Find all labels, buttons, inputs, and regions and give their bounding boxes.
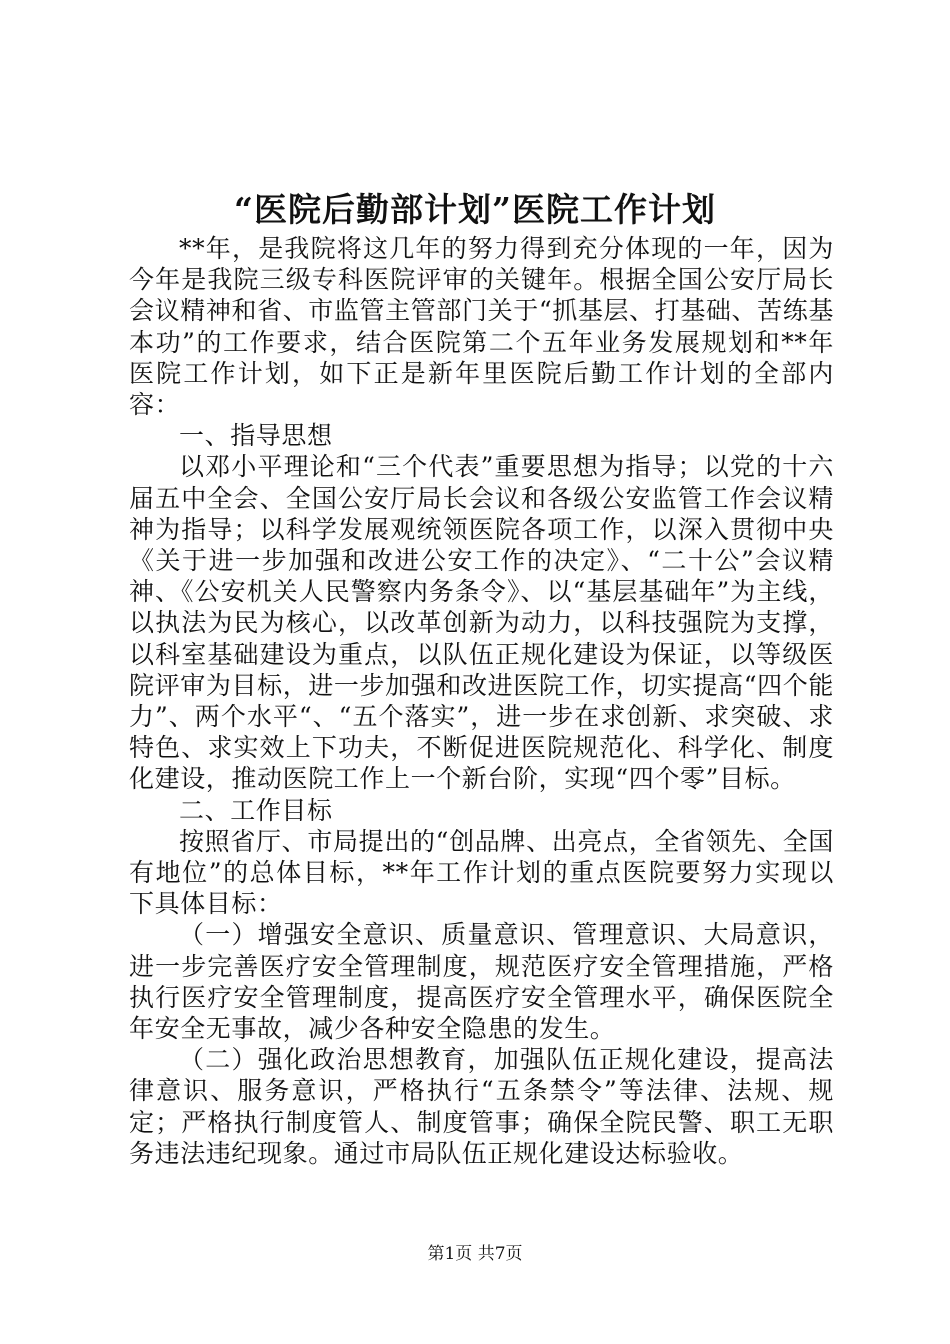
work-goals-paragraph: 按照省厅、市局提出的“创品牌、出亮点，全省领先、全国有地位”的总体目标，**年工作计划的重点医院要努力实现以下具体目标：: [129, 826, 834, 919]
goal-item-1: （一）增强安全意识、质量意识、管理意识、大局意识，进一步完善医疗安全管理制度，规范医疗安全管理措施，严格执行医疗安全管理制度，提高医疗安全管理水平，确保医院全年安全无事故，减少各种安全隐患的发生。: [129, 920, 834, 1044]
page-footer: 第1页 共7页: [427, 1244, 523, 1264]
intro-paragraph: **年，是我院将这几年的努力得到充分体现的一年，因为今年是我院三级专科医院评审的关键年。根据全国公安厅局长会议精神和省、市监管主管部门关于“抓基层、打基础、苦练基本功”的工作要求，结合医院第二个五年业务发展规划和**年医院工作计划，如下正是新年里医院后勤工作计划的全部内容：: [129, 234, 834, 420]
document-title: “医院后勤部计划”医院工作计划: [234, 190, 716, 229]
goal-item-2: （二）强化政治思想教育，加强队伍正规化建设，提高法律意识、服务意识，严格执行“五条禁令”等法律、法规、规定；严格执行制度管人、制度管事；确保全院民警、职工无职务违法违纪现象。通过市局队伍正规化建设达标验收。: [129, 1045, 834, 1168]
section-heading-guiding-ideology: 一、指导思想: [179, 421, 333, 451]
section-heading-work-goals: 二、工作目标: [179, 795, 333, 825]
guiding-ideology-paragraph: 以邓小平理论和“三个代表”重要思想为指导；以党的十六届五中全会、全国公安厅局长会议和各级公安监管工作会议精神为指导；以科学发展观统领医院各项工作，以深入贯彻中央《关于进一步加强和改进公安工作的决定》、“二十公”会议精神、《公安机关人民警察内务条令》、以“基层基础年”为主线，以执法为民为核心，以改革创新为动力，以科技强院为支撑，以科室基础建设为重点，以队伍正规化建设为保证，以等级医院评审为目标，进一步加强和改进医院工作，切实提高“四个能力”、两个水平“、“五个落实”，进一步在求创新、求突破、求特色、求实效上下功夫，不断促进医院规范化、科学化、制度化建设，推动医院工作上一个新台阶，实现“四个零”目标。: [129, 452, 834, 794]
document-body: [129, 233, 834, 1169]
